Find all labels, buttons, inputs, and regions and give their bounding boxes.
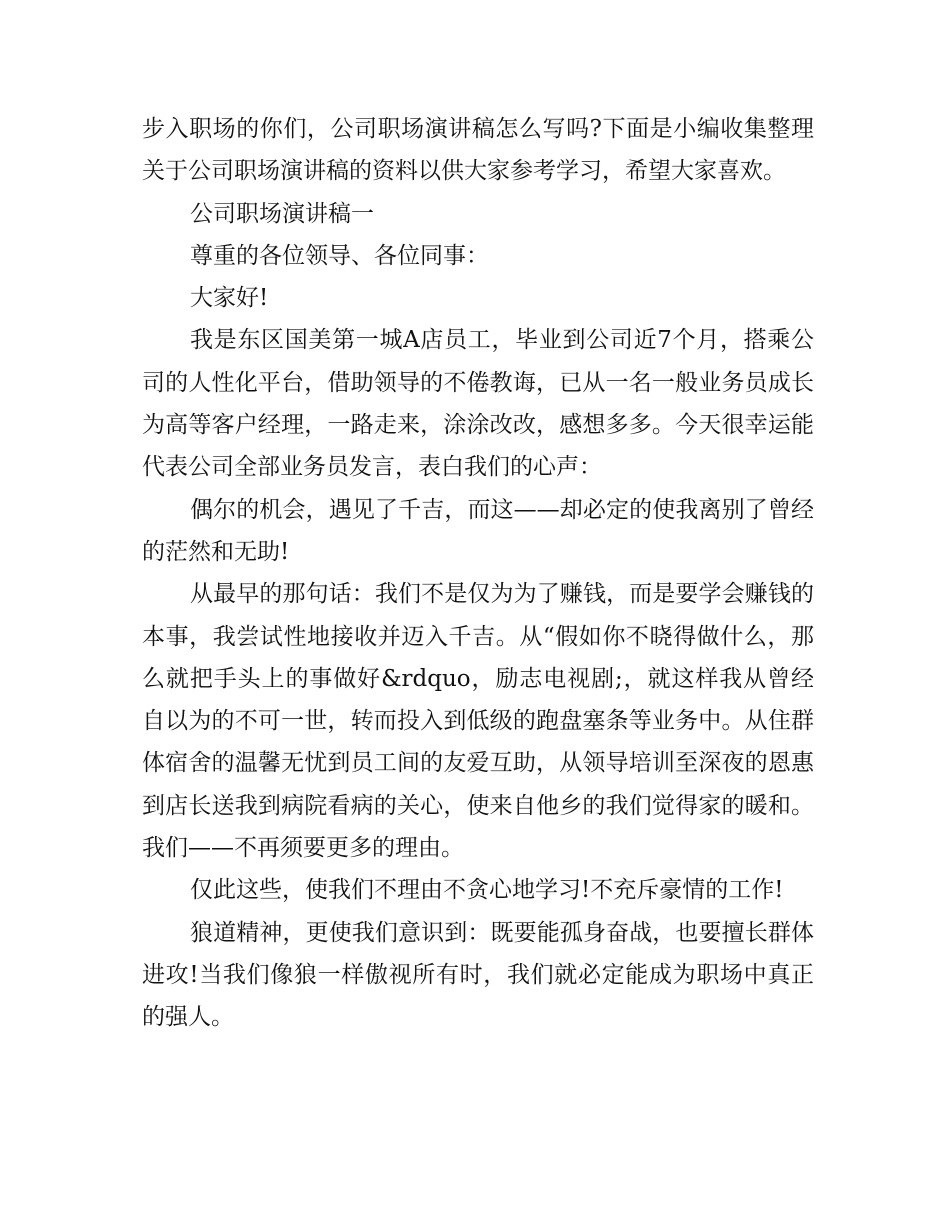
section-heading: 公司职场演讲稿一 xyxy=(190,200,374,227)
document-body xyxy=(142,108,814,1039)
greeting: 大家好! xyxy=(190,285,269,312)
body-paragraph: 偶尔的机会，遇见了千吉，而这——却必定的使我离别了曾经的茫然和无助! xyxy=(142,496,814,565)
intro-paragraph: 步入职场的你们，公司职场演讲稿怎么写吗?下面是小编收集整理关于公司职场演讲稿的资料以供大家参考学习，希望大家喜欢。 xyxy=(142,116,814,185)
body-paragraph: 从最早的那句话：我们不是仅为为了赚钱，而是要学会赚钱的本事，我尝试性地接收并迈入千吉。从“假如你不晓得做什么，那么就把手头上的事做好&rdquo，励志电视剧;，就这样我从曾经自以为的不可一世，转而投入到低级的跑盘塞条等业务中。从住群体宿舍的温馨无忧到员工间的友爱互助，从领导培训至深夜的恩惠到店长送我到病院看病的关心，使来自他乡的我们觉得家的暖和。我们——不再须要更多的理由。 xyxy=(142,581,814,862)
salutation: 尊重的各位领导、各位同事： xyxy=(190,242,489,269)
body-paragraph: 仅此这些，使我们不理由不贪心地学习!不充斥豪情的工作! xyxy=(190,877,784,904)
body-paragraph: 狼道精神，更使我们意识到：既要能孤身奋战，也要擅长群体进攻!当我们像狼一样傲视所有时，我们就必定能成为职场中真正的强人。 xyxy=(142,919,814,1031)
body-paragraph: 我是东区国美第一城A店员工，毕业到公司近7个月，搭乘公司的人性化平台，借助领导的不倦教诲，已从一名一般业务员成长为高等客户经理，一路走来，涂涂改改，感想多多。今天很幸运能代表公司全部业务员发言，表白我们的心声： xyxy=(142,327,814,481)
